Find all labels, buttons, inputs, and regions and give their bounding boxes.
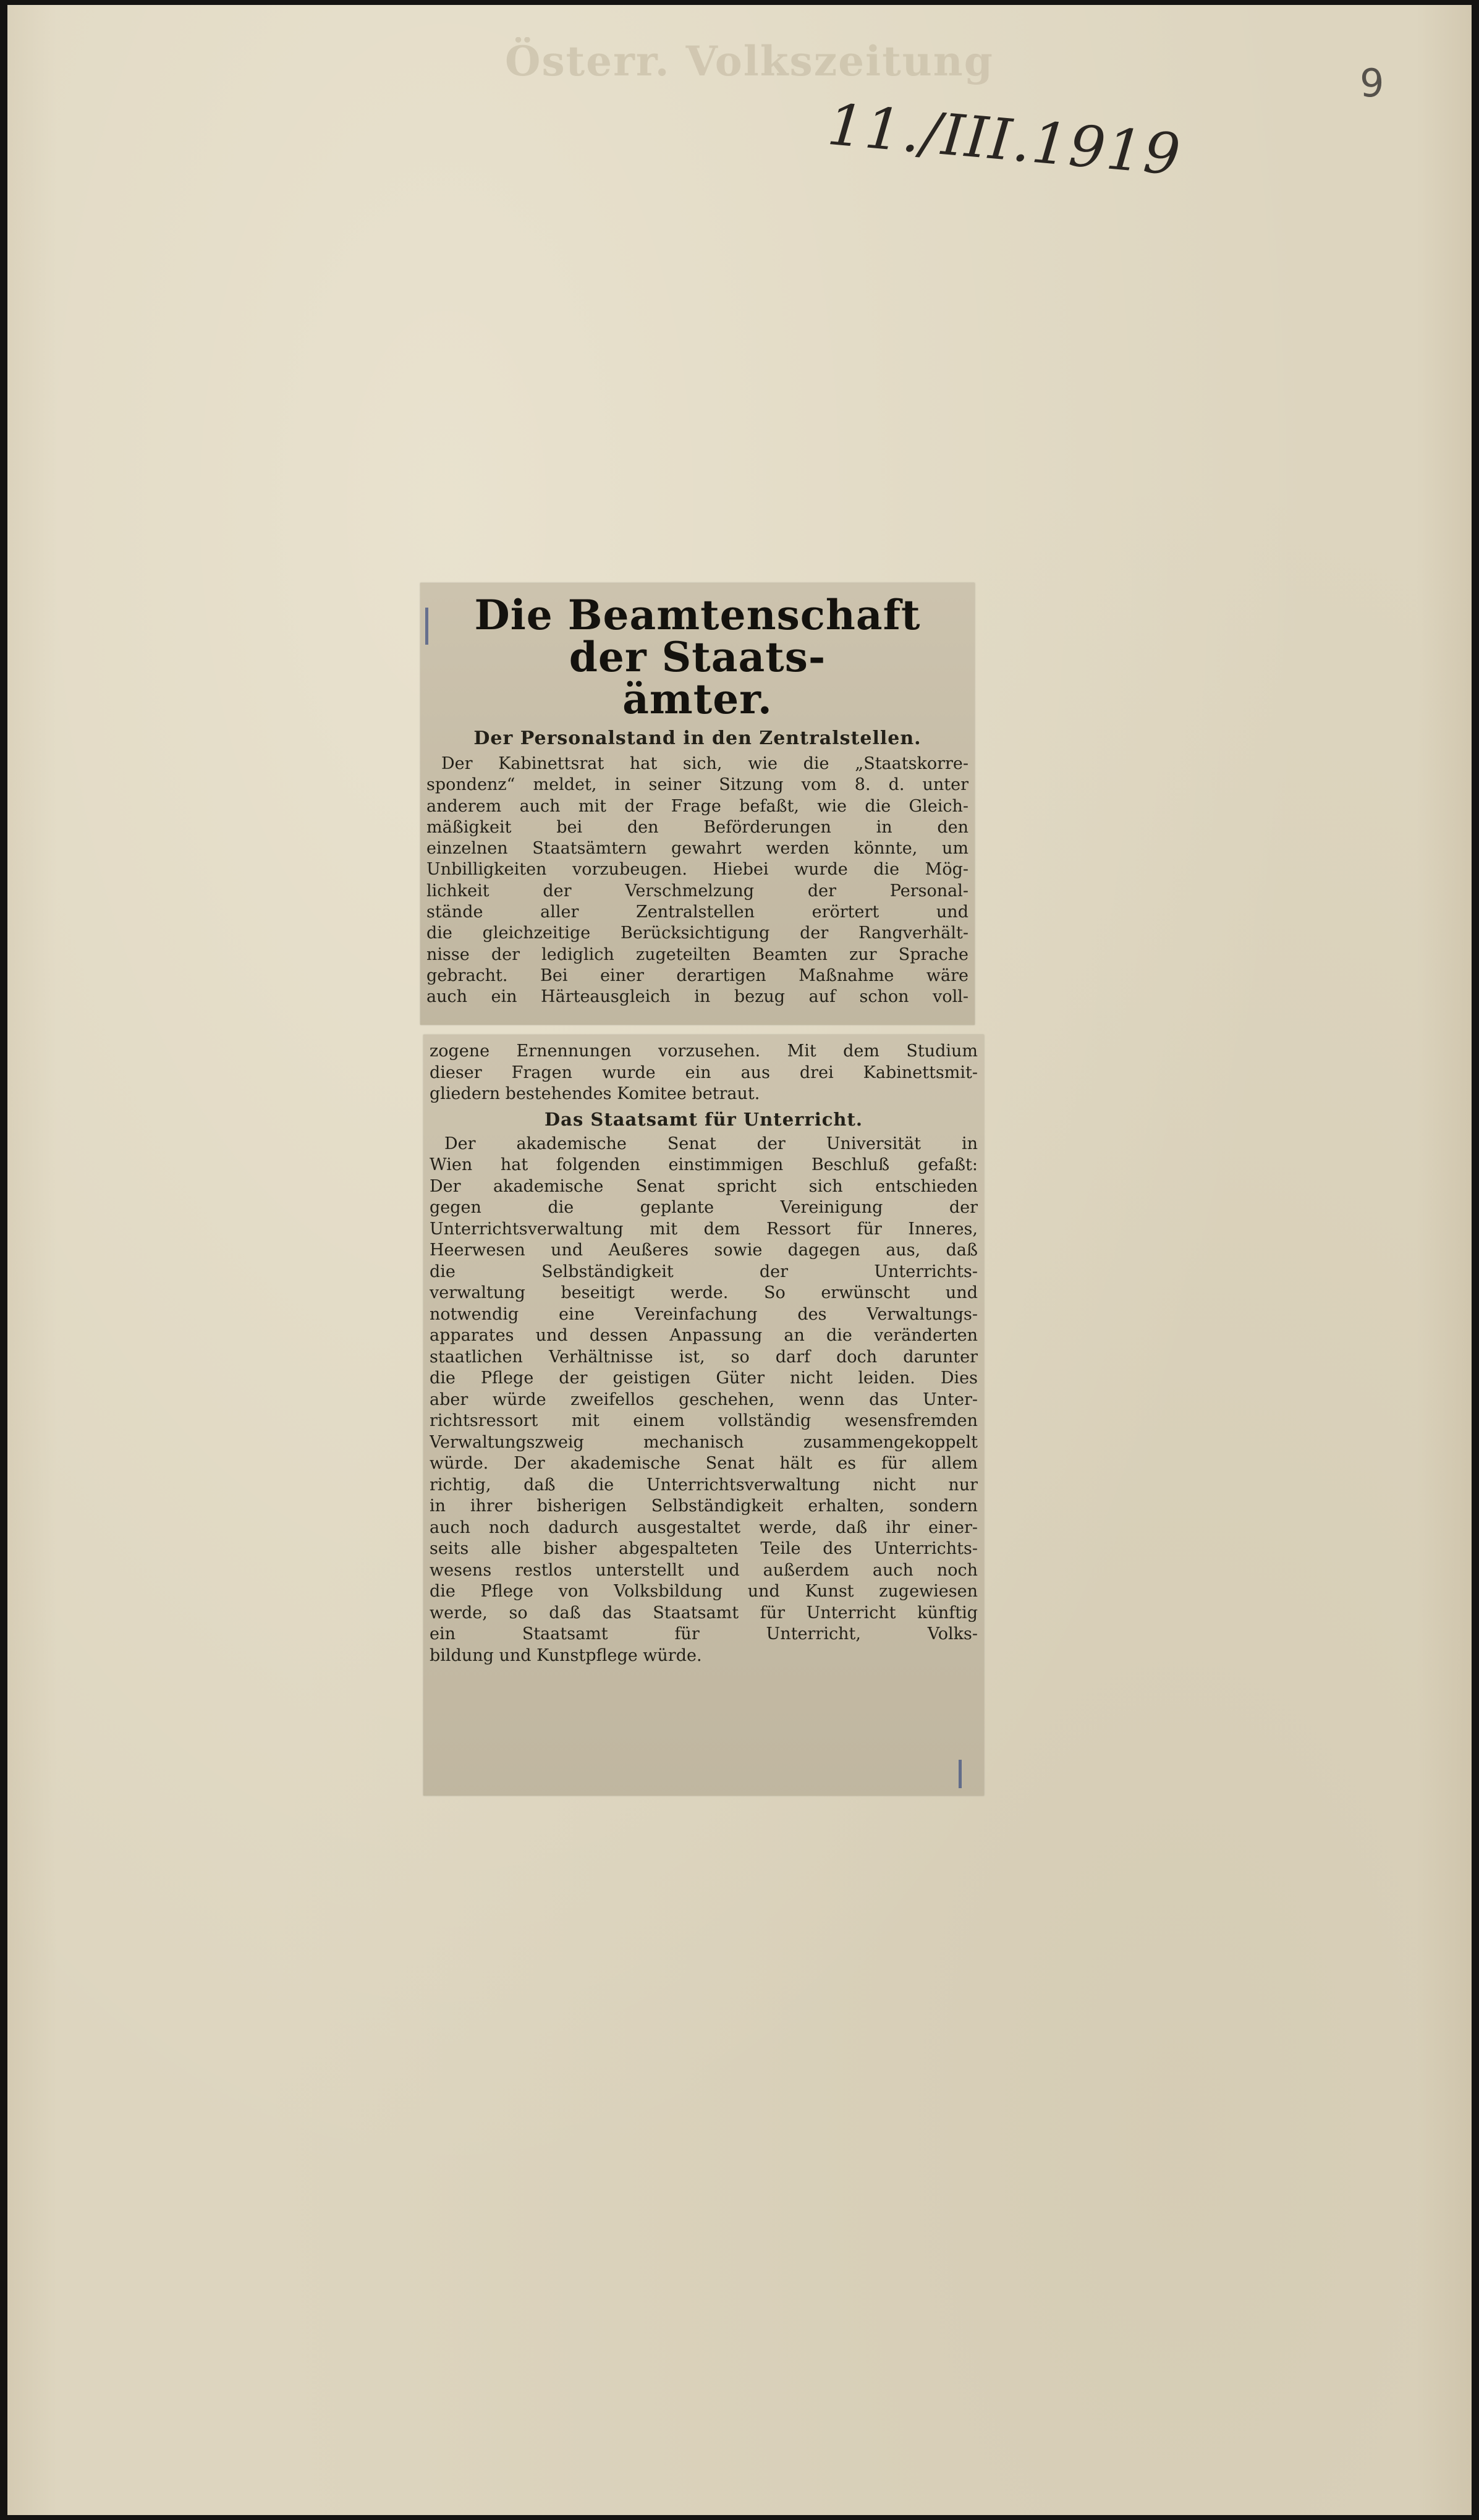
- text-line: einzelnen Staatsämtern gewahrt werden könnte, um: [426, 839, 968, 859]
- text-line: staatlichen Verhältnisse ist, so darf doch darunter: [430, 1347, 978, 1367]
- text-line: richtig, daß die Unterrichtsverwaltung nicht nur: [430, 1475, 978, 1495]
- article-headline: [429, 591, 966, 723]
- headline-line-1: Die Beamtenschaft der Staats-: [474, 591, 921, 681]
- text-line: lichkeit der Verschmelzung der Personal-: [426, 881, 968, 901]
- text-line: würde. Der akademische Senat hält es für allem: [430, 1454, 978, 1473]
- article-subheadline: Der Personalstand in den Zentralstellen.: [473, 728, 922, 749]
- text-line: die Pflege von Volksbildung und Kunst zugewiesen: [430, 1582, 978, 1601]
- text-line: dieser Fragen wurde ein aus drei Kabinettsmit-: [430, 1063, 978, 1082]
- text-line: Heerwesen und Aeußeres sowie dagegen aus, daß: [430, 1241, 978, 1260]
- newspaper-clipping-part2: [423, 1035, 984, 1796]
- text-line: die Selbständigkeit der Unterrichts-: [430, 1262, 978, 1281]
- text-line: nisse der lediglich zugeteilten Beamten zur Sprache: [426, 944, 968, 964]
- article-body-continued: [423, 1041, 984, 1105]
- text-line: Der akademische Senat spricht sich entschieden: [430, 1176, 978, 1196]
- text-line: Unterrichtsverwaltung mit dem Ressort für Inneres,: [430, 1219, 978, 1239]
- archive-sheet: [7, 5, 1472, 2515]
- newspaper-clipping-part1: [420, 583, 975, 1025]
- text-line: aber würde zweifellos geschehen, wenn das Unter-: [430, 1389, 978, 1409]
- text-line: seits alle bisher abgespalteten Teile des Unterrichts-: [430, 1539, 978, 1558]
- handwritten-page-number: 9: [1360, 61, 1384, 106]
- text-line: notwendig eine Vereinfachung des Verwaltungs-: [430, 1304, 978, 1324]
- text-line: auch noch dadurch ausgestaltet werde, daß ihr einer-: [430, 1517, 978, 1537]
- text-line: zogene Ernennungen vorzusehen. Mit dem Studium: [430, 1042, 978, 1061]
- newspaper-stamp: Österr. Volkszeitung: [505, 37, 994, 85]
- text-line: anderem auch mit der Frage befaßt, wie die Gleich-: [426, 796, 968, 816]
- text-line: gegen die geplante Vereinigung der: [430, 1198, 978, 1217]
- text-line: gebracht. Bei einer derartigen Maßnahme wäre: [426, 965, 968, 985]
- text-line: gliedern bestehendes Komitee betraut.: [430, 1084, 760, 1103]
- section-title: Das Staatsamt für Unterricht.: [545, 1108, 863, 1130]
- text-line: spondenz“ meldet, in seiner Sitzung vom 8. d. unter: [426, 775, 968, 795]
- text-line: in ihrer bisherigen Selbständigkeit erhalten, sondern: [430, 1496, 978, 1516]
- blue-pencil-mark: [425, 608, 428, 645]
- text-line: apparates und dessen Anpassung an die veränderten: [430, 1326, 978, 1345]
- text-line: stände aller Zentralstellen erörtert und: [426, 902, 968, 922]
- article-body-part2: [423, 1134, 984, 1667]
- text-line: werde, so daß das Staatsamt für Unterricht künftig: [430, 1603, 978, 1623]
- text-line: Der Kabinettsrat hat sich, wie die „Staatskorre-: [441, 754, 968, 773]
- text-line: mäßigkeit bei den Beförderungen in den: [426, 817, 968, 837]
- text-line: auch ein Härteausgleich in bezug auf schon voll-: [426, 987, 968, 1007]
- text-line: Unbilligkeiten vorzubeugen. Hiebei wurde die Mög-: [426, 860, 968, 880]
- text-line: ein Staatsamt für Unterricht, Volks-: [430, 1624, 978, 1644]
- text-line: richtsressort mit einem vollständig wesensfremden: [430, 1411, 978, 1430]
- text-line: Verwaltungszweig mechanisch zusammengekoppelt: [430, 1432, 978, 1452]
- text-line: die gleichzeitige Berücksichtigung der Rangverhält-: [426, 923, 968, 943]
- text-line: Wien hat folgenden einstimmigen Beschluß gefaßt:: [430, 1155, 978, 1174]
- text-line: bildung und Kunstpflege würde.: [430, 1645, 702, 1665]
- text-line: verwaltung beseitigt werde. So erwünscht und: [430, 1283, 978, 1302]
- handwritten-date: 11./III.1919: [824, 91, 1184, 189]
- text-line: Der akademische Senat der Universität in: [444, 1134, 978, 1153]
- headline-line-2: ämter.: [622, 675, 773, 723]
- text-line: wesens restlos unterstellt und außerdem auch noch: [430, 1560, 978, 1580]
- article-body-part1: [420, 753, 975, 1008]
- text-line: die Pflege der geistigen Güter nicht leiden. Dies: [430, 1368, 978, 1388]
- blue-pencil-mark: [959, 1760, 962, 1788]
